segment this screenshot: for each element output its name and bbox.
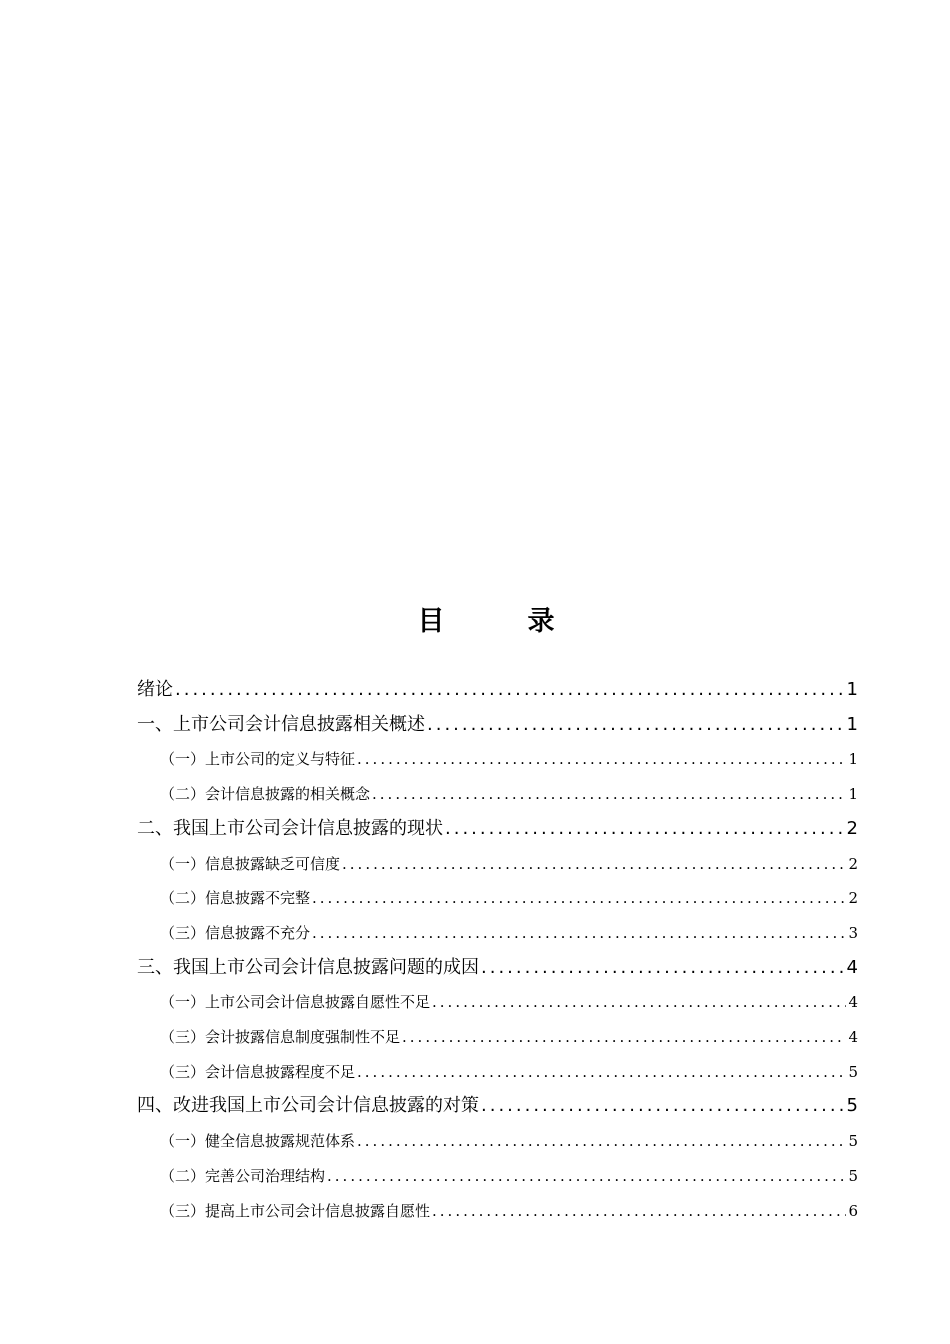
toc-leader-dots <box>327 1164 846 1188</box>
toc-leader-dots <box>357 1129 846 1153</box>
toc-entry[interactable] <box>160 852 858 876</box>
toc-leader-dots <box>481 954 845 982</box>
toc-entry[interactable] <box>137 1092 858 1120</box>
toc-entry[interactable] <box>160 1025 858 1049</box>
toc-entry-page: 6 <box>848 1202 858 1220</box>
toc-entry-text: 四、改进我国上市公司会计信息披露的对策 <box>137 1095 479 1116</box>
toc-leader-dots <box>357 747 846 771</box>
toc-entry[interactable] <box>160 921 858 945</box>
toc-entry[interactable] <box>160 886 858 910</box>
toc-entry-text: （一）上市公司的定义与特征 <box>160 750 356 768</box>
toc-entry[interactable] <box>137 676 858 704</box>
toc-entry-text: （二）信息披露不完整 <box>160 889 311 907</box>
toc-entry-text: （三）提高上市公司会计信息披露自愿性 <box>160 1202 431 1220</box>
toc-leader-dots <box>342 852 846 876</box>
toc-entry-page: 2 <box>848 855 858 873</box>
toc-entry-text: （一）上市公司会计信息披露自愿性不足 <box>160 993 431 1011</box>
toc-entry-page: 1 <box>846 714 858 735</box>
toc-entry-page: 4 <box>848 993 858 1011</box>
toc-leader-dots <box>432 1199 846 1223</box>
toc-entry-page: 2 <box>848 889 858 907</box>
toc-entry[interactable] <box>160 1199 858 1223</box>
toc-entry-page: 1 <box>848 785 858 803</box>
toc-entry-text: （二）完善公司治理结构 <box>160 1167 326 1185</box>
toc-leader-dots <box>175 676 845 704</box>
toc-leader-dots <box>372 782 846 806</box>
toc-entry-text: 二、我国上市公司会计信息披露的现状 <box>137 818 443 839</box>
toc-leader-dots <box>427 711 845 739</box>
toc-entry[interactable] <box>160 747 858 771</box>
toc-entry-text: （二）会计信息披露的相关概念 <box>160 785 371 803</box>
toc-entry-text: 绪论 <box>137 679 173 700</box>
toc-entry-page: 5 <box>846 1095 858 1116</box>
toc-entry-text: （一）信息披露缺乏可信度 <box>160 855 341 873</box>
toc-entry-page: 1 <box>848 750 858 768</box>
toc-leader-dots <box>402 1025 846 1049</box>
toc-leader-dots <box>445 815 845 843</box>
toc-entry-text: 一、上市公司会计信息披露相关概述 <box>137 714 425 735</box>
toc-entry-page: 3 <box>848 924 858 942</box>
toc-leader-dots <box>357 1060 846 1084</box>
toc-entry-page: 5 <box>848 1132 858 1150</box>
toc-entry[interactable] <box>160 1164 858 1188</box>
toc-leader-dots <box>481 1092 845 1120</box>
toc-entry-page: 4 <box>848 1028 858 1046</box>
toc-title: 目 录 <box>417 606 583 637</box>
toc-entry-text: （三）信息披露不充分 <box>160 924 311 942</box>
toc-entry-text: 三、我国上市公司会计信息披露问题的成因 <box>137 957 479 978</box>
toc-entry-page: 2 <box>846 818 858 839</box>
toc-entry-text: （三）会计信息披露程度不足 <box>160 1063 356 1081</box>
toc-entry-text: （三）会计披露信息制度强制性不足 <box>160 1028 401 1046</box>
toc-entry-page: 5 <box>848 1167 858 1185</box>
toc-entry[interactable] <box>137 815 858 843</box>
toc-entry-text: （一）健全信息披露规范体系 <box>160 1132 356 1150</box>
toc-leader-dots <box>312 921 846 945</box>
toc-entry[interactable] <box>160 1129 858 1153</box>
toc-entry[interactable] <box>137 711 858 739</box>
toc-leader-dots <box>312 886 846 910</box>
toc-entry[interactable] <box>160 1060 858 1084</box>
toc-entry-page: 1 <box>846 679 858 700</box>
toc-leader-dots <box>432 990 846 1014</box>
toc-entry[interactable] <box>160 990 858 1014</box>
toc-entry-page: 4 <box>846 957 858 978</box>
toc-entry[interactable] <box>137 954 858 982</box>
toc-entry[interactable] <box>160 782 858 806</box>
toc-entry-page: 5 <box>848 1063 858 1081</box>
